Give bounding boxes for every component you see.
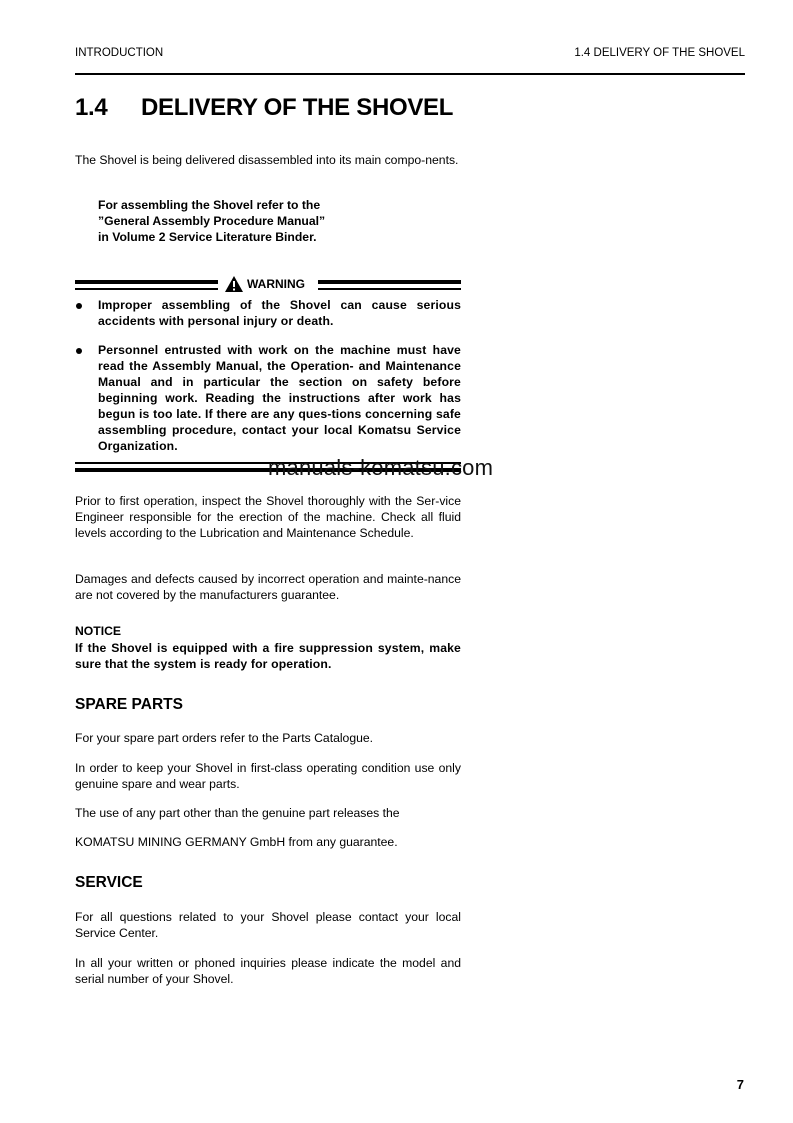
spare-parts-heading: SPARE PARTS: [75, 696, 183, 713]
watermark: manuals-komatsu.com: [268, 455, 494, 480]
section-number: 1.4: [75, 94, 108, 121]
intro-paragraph: The Shovel is being delivered disassembled into its main compo-nents.: [75, 153, 459, 167]
warning-header-bar: [75, 278, 461, 292]
warning-item-text: Personnel entrusted with work on the machine must have read the Assembly Manual, the Operation- and Maintenance Manual and in particular the section on safety before beginning work. Reading the instructions after work has begun is too late. If there are any ques-tions concerning safe assembling procedure, contact your local Komatsu Service Organization.: [98, 343, 461, 453]
warning-text: WARNING: [247, 277, 305, 291]
section-title: DELIVERY OF THE SHOVEL: [141, 94, 454, 121]
reference-line: ”General Assembly Procedure Manual”: [98, 214, 326, 228]
spare-parts-paragraph: The use of any part other than the genuine part releases the: [75, 806, 400, 820]
notice-label: NOTICE: [75, 624, 122, 638]
warning-item-text: Improper assembling of the Shovel can cause serious accidents with personal injury or death.: [98, 298, 461, 328]
notice-text: If the Shovel is equipped with a fire suppression system, make sure that the system is ready for operation.: [75, 641, 461, 671]
running-header-chapter: 1.4 DELIVERY OF THE SHOVEL: [574, 47, 745, 59]
service-paragraph: For all questions related to your Shovel please contact your local Service Center.: [75, 910, 461, 940]
service-heading: SERVICE: [75, 874, 143, 891]
inspection-paragraph: Prior to first operation, inspect the Shovel thoroughly with the Ser-vice Engineer responsible for the erection of the machine. Check all fluid levels according to the Lubrication and Maintenance Schedule.: [75, 494, 461, 540]
damages-paragraph: Damages and defects caused by incorrect operation and mainte-nance are not covered by the manufacturers guarantee.: [75, 572, 461, 602]
spare-parts-paragraph: In order to keep your Shovel in first-class operating condition use only genuine spare and wear parts.: [75, 761, 461, 791]
bullet-icon: [75, 297, 98, 329]
bullet-icon: [75, 342, 98, 454]
spare-parts-paragraph: For your spare part orders refer to the Parts Catalogue.: [75, 731, 374, 745]
warning-label: [225, 276, 305, 292]
service-paragraph: In all your written or phoned inquiries please indicate the model and serial number of your Shovel.: [75, 956, 461, 986]
warning-rule-right: [318, 278, 461, 292]
reference-note: [98, 197, 458, 245]
reference-line: in Volume 2 Service Literature Binder.: [98, 230, 317, 244]
warning-item: [75, 342, 461, 454]
page-title: [75, 94, 453, 122]
spare-parts-paragraph: KOMATSU MINING GERMANY GmbH from any guarantee.: [75, 835, 398, 849]
running-header-section: INTRODUCTION: [75, 47, 164, 59]
page-number: 7: [736, 1077, 744, 1092]
header-rule: [75, 73, 745, 75]
warning-item: [75, 297, 461, 329]
warning-triangle-icon: [225, 276, 243, 292]
reference-line: For assembling the Shovel refer to the: [98, 198, 321, 212]
warning-rule-left: [75, 278, 218, 292]
